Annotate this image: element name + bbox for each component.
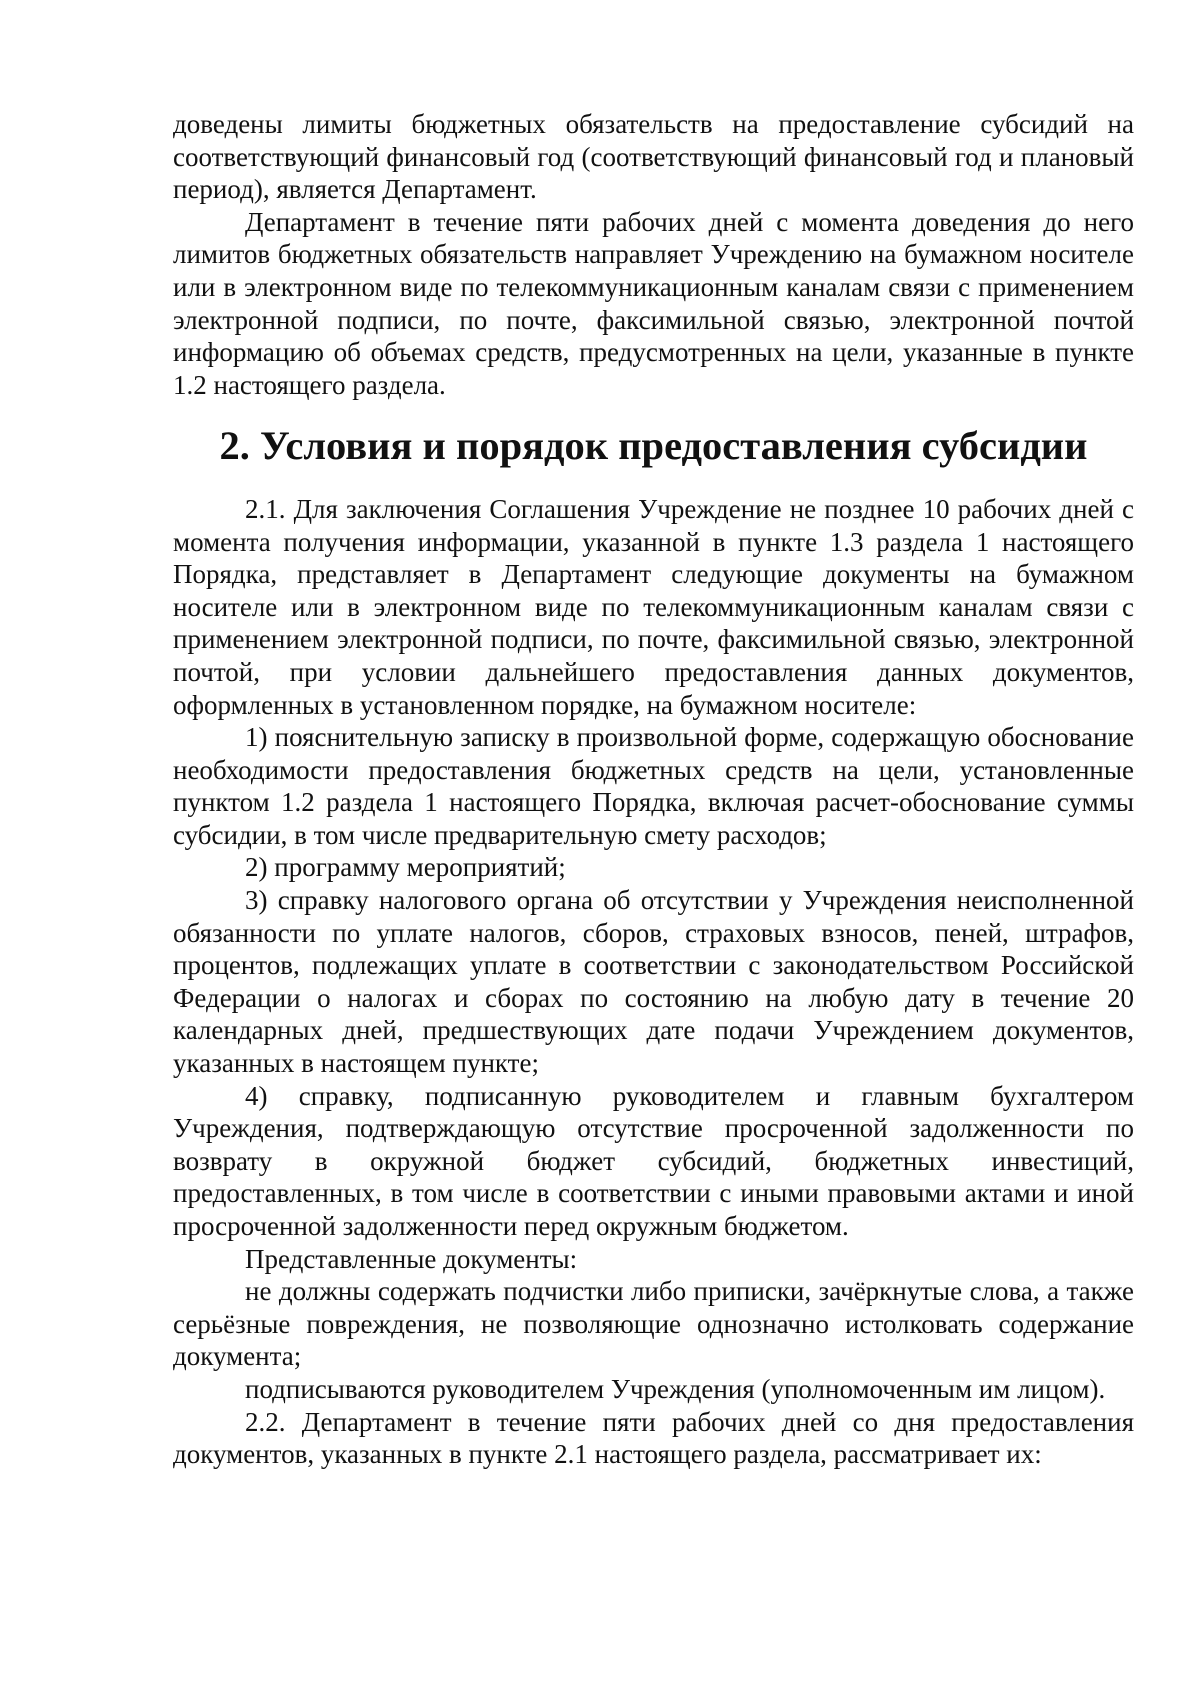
documents-requirement-1: не должны содержать подчистки либо приписки, зачёркнутые слова, а также серьёзные повреждения, не позволяющие однозначно истолковать содержание документа; (173, 1276, 1134, 1372)
intro-paragraph: Департамент в течение пяти рабочих дней с момента доведения до него лимитов бюджетных обязательств направляет Учреждению на бумажном носителе или в электронном виде по телекоммуникационным каналам связи с применением электронной подписи, по почте, факсимильной связью, электронной почтой информацию об объемах средств, предусмотренных на цели, указанные в пункте 1.2 настоящего раздела. (173, 206, 1134, 400)
intro-continuation: доведены лимиты бюджетных обязательств на предоставление субсидий на соответствующий финансовый год (соответствующий финансовый год и плановый период), является Департамент. (173, 109, 1134, 205)
list-item-2: 2) программу мероприятий; (245, 852, 566, 883)
list-item-3: 3) справку налогового органа об отсутствии у Учреждения неисполненной обязанности по уплате налогов, сборов, страховых взносов, пеней, штрафов, процентов, подлежащих уплате в соответствии с законодательством Российской Федерации о налогах и сборах по состоянию на любую дату в течение 20 календарных дней, предшествующих дате подачи Учреждением документов, указанных в настоящем пункте; (173, 885, 1134, 1079)
documents-intro: Представленные документы: (245, 1243, 578, 1274)
paragraph-2-1: 2.1. Для заключения Соглашения Учреждение не позднее 10 рабочих дней с момента получения информации, указанной в пункте 1.3 раздела 1 настоящего Порядка, представляет в Департамент следующие документы на бумажном носителе или в электронном виде по телекоммуникационным каналам связи с применением электронной подписи, по почте, факсимильной связью, электронной почтой, при условии дальнейшего предоставления данных документов, оформленных в установленном порядке, на бумажном носителе: (173, 493, 1134, 720)
paragraph-2-2: 2.2. Департамент в течение пяти рабочих дней со дня предоставления документов, указанных в пункте 2.1 настоящего раздела, рассматривает их: (173, 1406, 1134, 1470)
list-item-4: 4) справку, подписанную руководителем и главным бухгалтером Учреждения, подтверждающую отсутствие просроченной задолженности по возврату в окружной бюджет субсидий, бюджетных инвестиций, предоставленных, в том числе в соответствии с иными правовыми актами и иной просроченной задолженности перед окружным бюджетом. (173, 1080, 1134, 1241)
list-item-1: 1) пояснительную записку в произвольной форме, содержащую обоснование необходимости предоставления бюджетных средств на цели, установленные пунктом 1.2 раздела 1 настоящего Порядка, включая расчет-обоснование суммы субсидии, в том числе предварительную смету расходов; (173, 722, 1134, 850)
documents-requirement-2: подписываются руководителем Учреждения (уполномоченным им лицом). (245, 1373, 1106, 1404)
section-heading: 2. Условия и порядок предоставления субсидии (219, 423, 1088, 469)
document-page (173, 108, 1134, 1471)
